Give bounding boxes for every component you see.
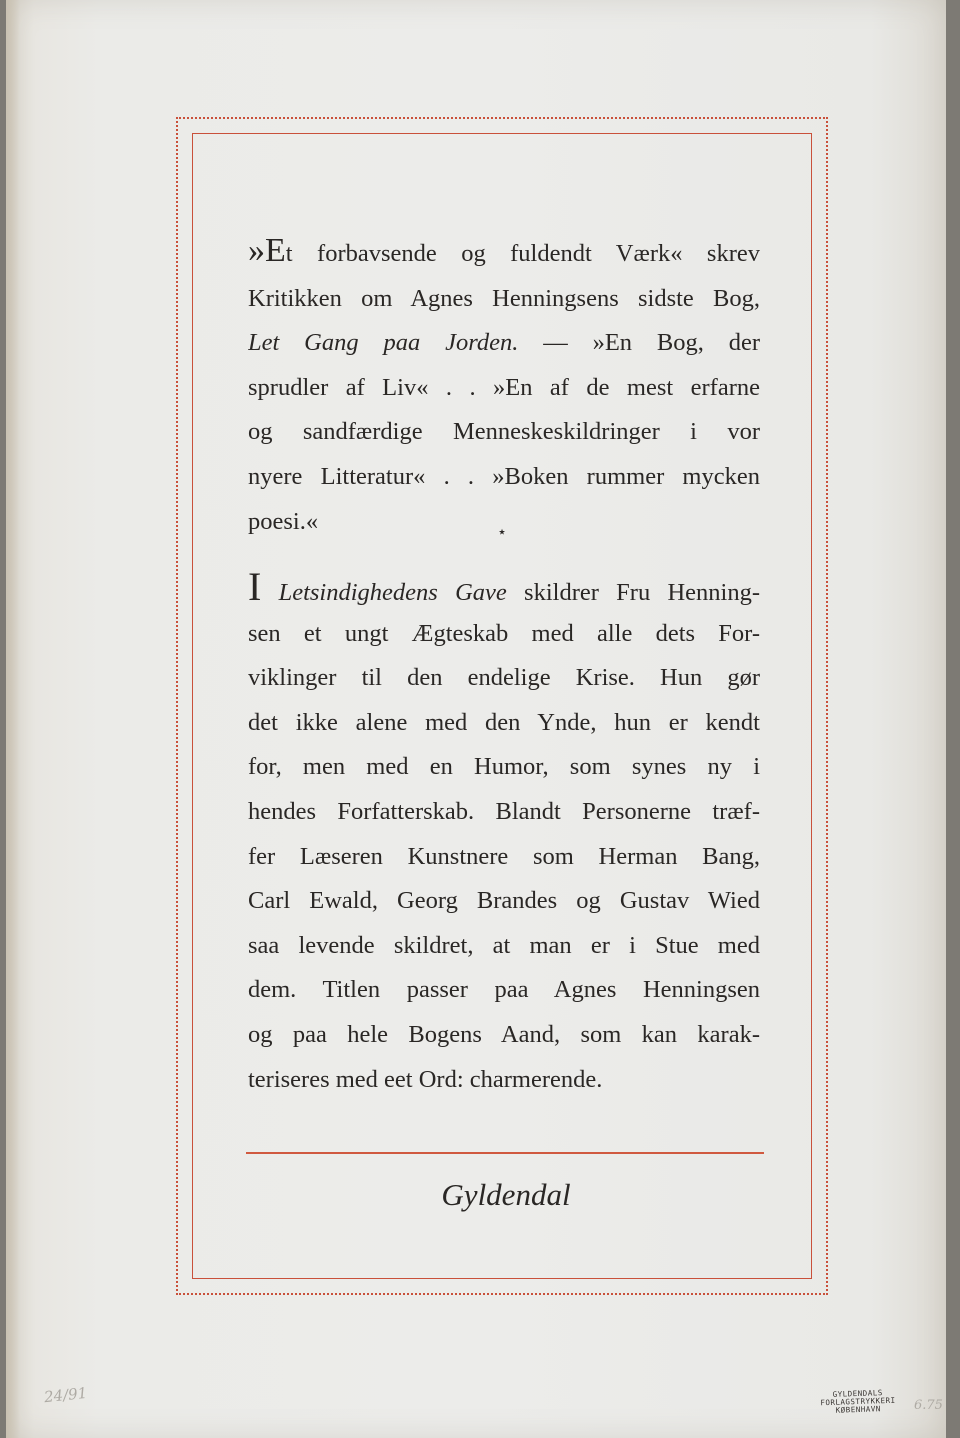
- desc-line: saa levende skildret, at man er i Stue med: [248, 931, 760, 959]
- publisher-name: Gyldendal: [441, 1177, 571, 1212]
- blurb-line-7: poesi.«: [248, 507, 319, 535]
- blurb-line-6: nyere Litteratur« . . »Boken rummer mycken: [248, 462, 760, 490]
- blurb-dropcap: »E: [248, 232, 286, 269]
- blurb-line-2: Kritikken om Agnes Henningsens sidste Bog,: [248, 284, 760, 312]
- desc-line: viklinger til den endelige Krise. Hun gør: [248, 664, 760, 692]
- red-divider-rule: [246, 1152, 764, 1154]
- stamp-line: GYLDENDALS: [832, 1388, 883, 1399]
- star-separator: ⋆: [497, 522, 508, 541]
- desc-line: det ikke alene med den Ynde, hun er kendt: [248, 708, 760, 736]
- pencil-note-right: 6.75: [914, 1398, 943, 1413]
- desc-line-1: [248, 567, 760, 612]
- desc-line: dem. Titlen passer paa Agnes Henningsen: [248, 976, 760, 1004]
- desc-line: og paa hele Bogens Aand, som kan karak-: [248, 1020, 760, 1048]
- review-blurb: [248, 232, 760, 544]
- book-title-let-gang: Let Gang paa Jorden.: [248, 329, 519, 357]
- desc-line: for, men med en Humor, som synes ny i: [248, 753, 760, 781]
- desc-line: hendes Forfatterskab. Blandt Personerne træf-: [248, 797, 760, 825]
- desc-line-1-text: skildrer Fru Henning-: [506, 579, 760, 606]
- desc-line-last: teriseres med eet Ord: charmerende.: [248, 1065, 603, 1093]
- blurb-line-3: [248, 321, 760, 366]
- blurb-line-3-text: — »En Bog, der: [518, 329, 760, 357]
- blurb-line-5: og sandfærdige Menneskeskildringer i vor: [248, 418, 760, 446]
- desc-line: Carl Ewald, Georg Brandes og Gustav Wied: [248, 887, 760, 915]
- blurb-line-1-text: t forbavsende og fuldendt Værk« skrev: [285, 240, 760, 267]
- printer-stamp: [810, 1388, 907, 1415]
- pencil-note-left: 24/91: [43, 1383, 89, 1407]
- book-description: [248, 567, 760, 1102]
- stamp-line: FORLAGSTRYKKERI: [820, 1395, 896, 1408]
- blurb-line-4: sprudler af Liv« . . »En af de mest erfarne: [248, 373, 760, 401]
- desc-line: fer Læseren Kunstnere som Herman Bang,: [248, 842, 760, 870]
- spine-wear: [6, 0, 20, 1438]
- book-title-letsindighedens-gave: Letsindighedens Gave: [278, 579, 507, 606]
- stamp-line: KØBENHAVN: [835, 1404, 881, 1415]
- desc-line: sen et ungt Ægteskab med alle dets For-: [248, 619, 760, 647]
- blurb-line-1: [248, 232, 760, 277]
- desc-dropcap: I: [248, 567, 262, 609]
